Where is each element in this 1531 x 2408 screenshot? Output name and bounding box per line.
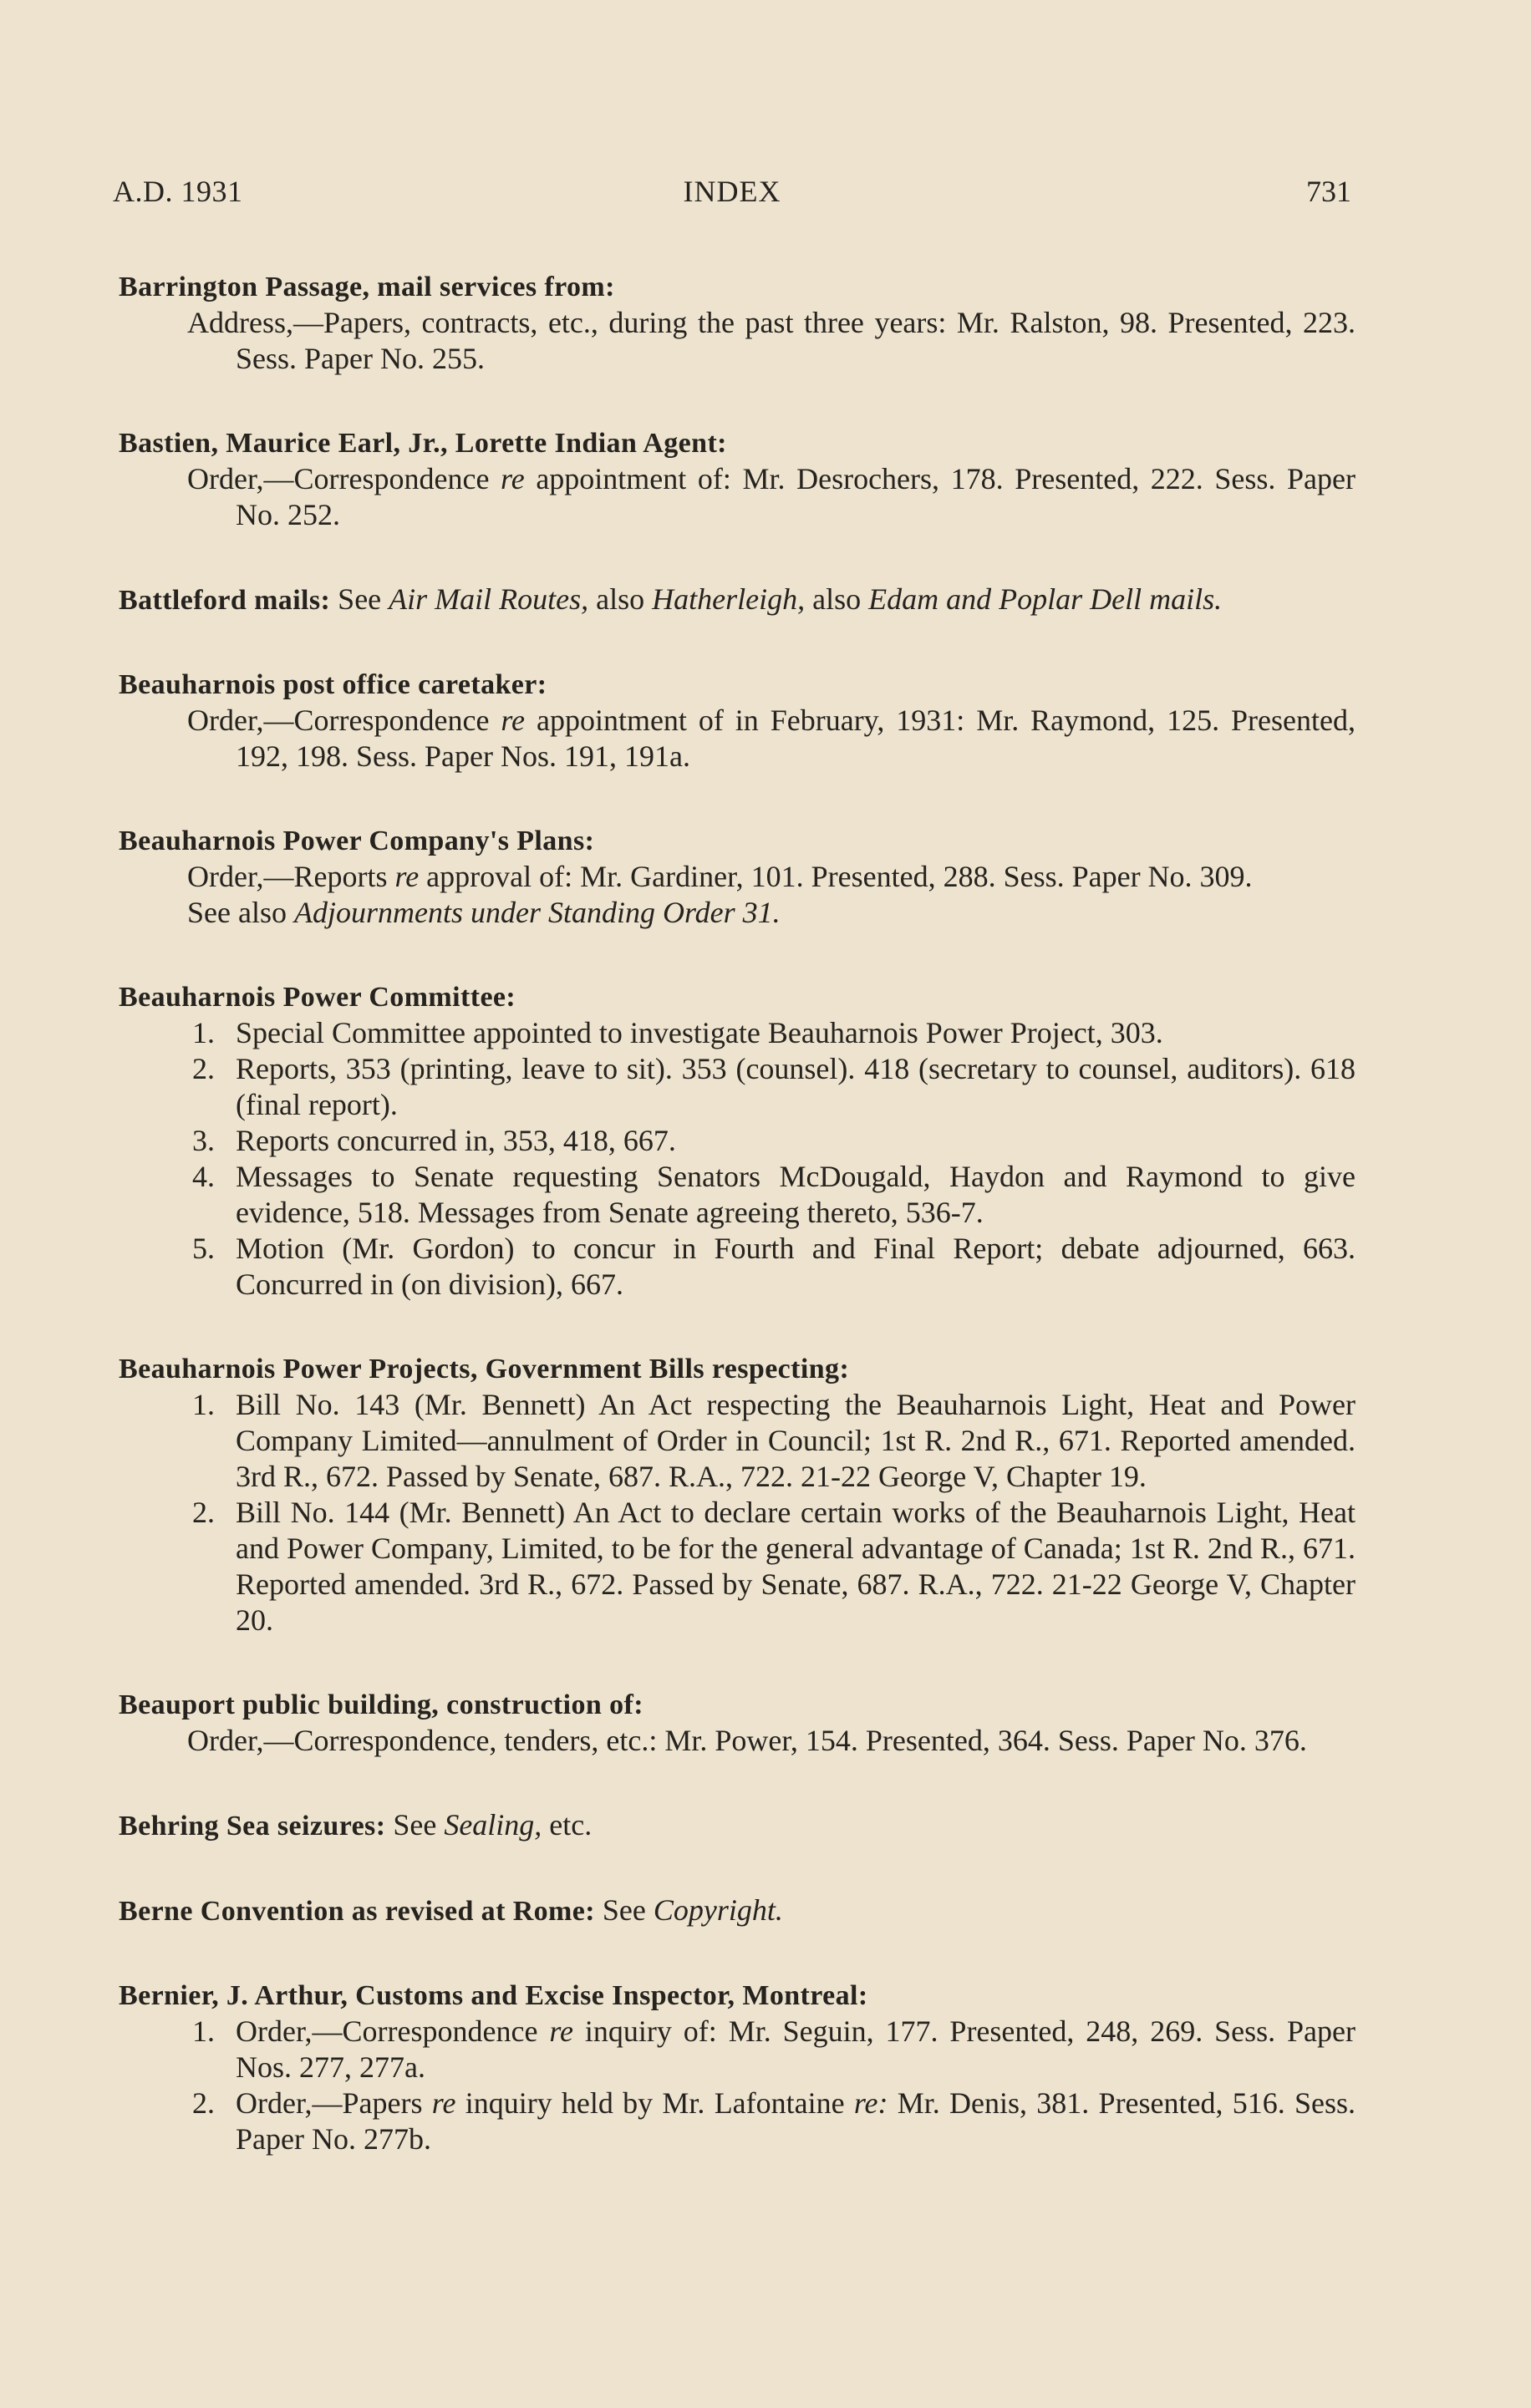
entry-heading: Battleford mails: See Air Mail Routes, also Hatherleigh, also Edam and Poplar Dell mails. <box>119 582 1223 616</box>
list-item: 2. Bill No. 144 (Mr. Bennett) An Act to declare certain works of the Beauharnois Light, Heat and Power Company, Limited, to be for the general advantage of Canada; 1st R. 2nd R., 671. Reported amended. 3rd R., 672. Passed by Senate, 687. R.A., 722. 21-22 George V, Chapter 20. <box>192 1496 1356 1637</box>
list-item: 4. Messages to Senate requesting Senators McDougald, Haydon and Raymond to give evidence, 518. Messages from Senate agreeing thereto, 536-7. <box>192 1160 1356 1229</box>
index-content <box>119 269 1356 2206</box>
index-entry <box>119 582 1356 618</box>
entry-heading: Beauharnois Power Committee: <box>119 982 516 1013</box>
item-list <box>119 1015 1356 1303</box>
see-also: See also Adjournments under Standing Order 31. <box>187 896 781 929</box>
entry-heading: Bastien, Maurice Earl, Jr., Lorette Indian Agent: <box>119 428 727 459</box>
list-item: 1. Special Committee appointed to investigate Beauharnois Power Project, 303. <box>192 1016 1163 1049</box>
entry-text: Order,—Correspondence re appointment of: Mr. Desrochers, 178. Presented, 222. Sess. Paper No. 252. <box>187 462 1356 531</box>
list-item: 5. Motion (Mr. Gordon) to concur in Fourth and Final Report; debate adjourned, 663. Concurred in (on division), 667. <box>192 1232 1356 1301</box>
cross-reference: Copyright. <box>653 1893 783 1927</box>
list-item: 2. Reports, 353 (printing, leave to sit). 353 (counsel). 418 (secretary to counsel, auditors). 618 (final report). <box>192 1052 1356 1121</box>
cross-reference: Sealing, <box>444 1808 542 1842</box>
cross-reference: Air Mail Routes, <box>389 582 589 616</box>
cross-reference: Edam and Poplar Dell mails. <box>868 582 1223 616</box>
index-entry <box>119 1351 1356 1638</box>
page-number: 731 <box>1306 175 1351 208</box>
index-entry <box>119 979 1356 1303</box>
entry-heading: Beauharnois Power Company's Plans: <box>119 826 595 856</box>
list-item: 2. Order,—Papers re inquiry held by Mr. Lafontaine re: Mr. Denis, 381. Presented, 516. Sess. Paper No. 277b. <box>192 2086 1356 2156</box>
item-list <box>119 2014 1356 2157</box>
index-entry <box>119 667 1356 775</box>
entry-text: Order,—Correspondence, tenders, etc.: Mr. Power, 154. Presented, 364. Sess. Paper No. 376. <box>187 1724 1307 1757</box>
entry-heading: Berne Convention as revised at Rome: See Copyright. <box>119 1893 783 1927</box>
list-item: 1. Order,—Correspondence re inquiry of: Mr. Seguin, 177. Presented, 248, 269. Sess. Paper Nos. 277, 277a. <box>192 2014 1356 2084</box>
list-item: 1. Bill No. 143 (Mr. Bennett) An Act respecting the Beauharnois Light, Heat and Power Company Limited—annulment of Order in Council; 1st R. 2nd R., 671. Reported amended. 3rd R., 672. Passed by Senate, 687. R.A., 722. 21-22 George V, Chapter 19. <box>192 1388 1356 1493</box>
header-title: INDEX <box>683 175 781 208</box>
entry-text: Order,—Reports re approval of: Mr. Gardiner, 101. Presented, 288. Sess. Paper No. 309. <box>187 860 1253 893</box>
cross-reference: Hatherleigh, <box>652 582 806 616</box>
index-entry <box>119 1687 1356 1759</box>
entry-heading: Beauharnois post office caretaker: <box>119 669 547 700</box>
entry-heading: Behring Sea seizures: See Sealing, etc. <box>119 1808 593 1842</box>
entry-text: Order,—Correspondence re appointment of in February, 1931: Mr. Raymond, 125. Presented, 192, 198. Sess. Paper Nos. 191, 191a. <box>187 704 1356 773</box>
entry-heading: Barrington Passage, mail services from: <box>119 272 615 302</box>
entry-heading: Beauharnois Power Projects, Government Bills respecting: <box>119 1354 850 1384</box>
index-entry <box>119 269 1356 377</box>
index-entry <box>119 425 1356 533</box>
entry-text: Address,—Papers, contracts, etc., during the past three years: Mr. Ralston, 98. Presented, 223. Sess. Paper No. 255. <box>187 306 1356 375</box>
header-year: A.D. 1931 <box>113 175 243 208</box>
cross-reference: Adjournments under Standing Order 31. <box>293 896 781 929</box>
entry-heading: Bernier, J. Arthur, Customs and Excise Inspector, Montreal: <box>119 1980 868 2011</box>
index-entry <box>119 1807 1356 1844</box>
item-list <box>119 1387 1356 1638</box>
running-header <box>113 174 1351 212</box>
index-entry <box>119 823 1356 931</box>
list-item: 3. Reports concurred in, 353, 418, 667. <box>192 1124 676 1157</box>
index-entry <box>119 1892 1356 1929</box>
index-entry <box>119 1978 1356 2157</box>
entry-heading: Beauport public building, construction of: <box>119 1689 643 1720</box>
